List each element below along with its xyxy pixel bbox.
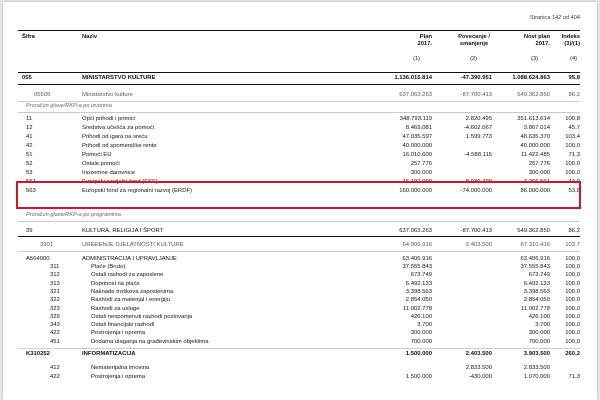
activity1-item-name: Ostali financijski rashodi bbox=[91, 322, 155, 329]
activity1-item-plan: 2.854.050 bbox=[405, 297, 432, 304]
activity1-new: 63.406.916 bbox=[520, 256, 550, 262]
source-name: Europski fond za regionalni razvoj (ERDF) bbox=[82, 188, 193, 194]
subministry-new: 549.362.850 bbox=[517, 92, 550, 98]
source-plan: 348.793.119 bbox=[399, 116, 432, 122]
subministry-change: -87.700.413 bbox=[460, 92, 492, 98]
activity1-item-name: Doprinosi na plaće bbox=[91, 280, 140, 287]
activity1-item-plan: 11.002.778 bbox=[402, 305, 432, 312]
department-change: 2.403.500 bbox=[465, 242, 492, 248]
ministry-plan: 1.136.015.814 bbox=[394, 75, 432, 81]
activity1-item-name: Naknade troškova zaposlenima bbox=[91, 288, 174, 295]
subministry-divider bbox=[18, 101, 580, 102]
activity1-item-index: 100,0 bbox=[565, 338, 580, 345]
activity1-item-plan: 700.000 bbox=[410, 338, 432, 345]
source-new: 3.867.014 bbox=[523, 125, 550, 131]
activity2-item-index: 71,3 bbox=[568, 374, 580, 380]
source-new: 86.000.000 bbox=[520, 188, 550, 194]
header-novi-plan-line1: Novi plan bbox=[523, 34, 550, 40]
activity1-item-index: 100,0 bbox=[565, 280, 580, 287]
program-divider bbox=[18, 236, 580, 237]
ministry-new: 1.088.624.863 bbox=[512, 75, 550, 81]
header-naziv: Naziv bbox=[82, 34, 98, 40]
source-new: 257.776 bbox=[528, 161, 550, 167]
activity2-code: K310252 bbox=[26, 351, 50, 357]
source-name: Opći prihodi i primici bbox=[82, 116, 136, 122]
activity1-item-new: 3.398.563 bbox=[523, 288, 550, 295]
section-programs-title bbox=[18, 212, 580, 222]
activity1-item-plan: 426.100 bbox=[410, 313, 432, 320]
activity1-item-plan: 673.749 bbox=[410, 272, 432, 279]
source-new: 48.635.370 bbox=[520, 134, 550, 140]
source-plan: 47.035.597 bbox=[402, 134, 432, 140]
subministry-code: 05505 bbox=[34, 92, 51, 98]
activity1-item-name: Ostali rashodi za zaposlene bbox=[91, 272, 164, 279]
activity1-item-code: 312 bbox=[50, 272, 60, 279]
activity1-item-new: 300.000 bbox=[528, 330, 550, 337]
col-number-2: (2) bbox=[470, 56, 477, 62]
activity1-item-name: Postrojenja i oprema bbox=[91, 330, 146, 337]
activity2-item-change: -430.000 bbox=[468, 374, 492, 380]
source-plan: 40.000.000 bbox=[402, 143, 432, 149]
activity1-item-index: 100,0 bbox=[565, 330, 580, 337]
source-index: 100,0 bbox=[565, 170, 580, 176]
activity1-item-plan: 3.700 bbox=[417, 322, 432, 329]
ministry-index: 95,8 bbox=[568, 75, 580, 81]
source-name: Prihodi od igara na sreću bbox=[82, 134, 148, 140]
source-code: 42 bbox=[26, 143, 33, 149]
activity1-item-new: 37.555.843 bbox=[520, 264, 550, 270]
page-number: Stranica 142 od 404 bbox=[529, 15, 580, 21]
ministry-code: 055 bbox=[22, 75, 32, 81]
activity1-item-name: Rashodi za materijal i energiju bbox=[91, 297, 170, 304]
source-plan: 160.000.000 bbox=[399, 188, 432, 194]
activity1-item-name: Rashodi za usluge bbox=[91, 305, 140, 312]
subministry-plan: 637.063.263 bbox=[399, 92, 432, 98]
program-change: -87.700.413 bbox=[460, 228, 492, 234]
header-plan-line1: Plan bbox=[419, 34, 432, 40]
program-name: KULTURA, RELIGIJA I ŠPORT bbox=[82, 228, 164, 234]
ministry-divider bbox=[18, 84, 580, 85]
activity1-item-code: 451 bbox=[50, 338, 60, 345]
header-indeks-line1: Indeks bbox=[561, 34, 580, 40]
activity1-item-code: 343 bbox=[50, 322, 60, 329]
source-code: 51 bbox=[26, 152, 33, 158]
activity1-item-new: 700.000 bbox=[528, 338, 550, 345]
source-code: 12 bbox=[26, 125, 33, 131]
activity1-item-code: 311 bbox=[50, 264, 60, 270]
activity2-item-change: 2.833.500 bbox=[465, 365, 492, 371]
source-index: 100,0 bbox=[565, 161, 580, 167]
department-new: 67.310.416 bbox=[520, 242, 550, 248]
source-change: -4.588.115 bbox=[464, 152, 492, 158]
program-new: 549.362.850 bbox=[517, 228, 550, 234]
source-new: 40.000.000 bbox=[520, 143, 550, 149]
activity2-item-plan: 1.500.000 bbox=[405, 374, 432, 380]
source-code: 52 bbox=[26, 161, 33, 167]
activity2-index: 260,2 bbox=[565, 351, 580, 357]
activity1-item-name: Dodatna ulaganja na građevinskim objektima bbox=[91, 338, 209, 345]
activity2-item-new: 1.070.000 bbox=[523, 374, 550, 380]
activity1-item-new: 11.002.778 bbox=[520, 305, 550, 312]
header-povecanje-line1: Povećanje / bbox=[458, 34, 490, 40]
subministry-name: Ministarstvo kulture bbox=[82, 92, 133, 98]
header-indeks bbox=[562, 34, 580, 48]
source-plan: 16.197.090 bbox=[402, 179, 432, 185]
section-programs-label: Proračun glave/RKP-a po programima bbox=[26, 212, 121, 218]
source-name: Ostale pomoći bbox=[82, 161, 120, 167]
activity1-item-plan: 37.555.843 bbox=[402, 264, 432, 270]
activity1-item-new: 426.100 bbox=[528, 313, 550, 320]
activity1-divider bbox=[18, 348, 580, 349]
activity1-code: A564000 bbox=[26, 256, 50, 262]
activity1-item-code: 322 bbox=[50, 297, 60, 304]
source-new: 351.613.614 bbox=[517, 116, 550, 122]
activity2-name: INFORMATIZACIJA bbox=[82, 351, 136, 357]
section-sources-title bbox=[18, 103, 580, 113]
activity1-item-index: 100,0 bbox=[565, 322, 580, 329]
activity2-change: 2.403.500 bbox=[465, 351, 492, 357]
activity1-item-name: Plaće (Bruto) bbox=[91, 264, 126, 270]
activity2-item-code: 412 bbox=[50, 365, 60, 371]
department-index: 103,7 bbox=[565, 242, 580, 248]
source-name: Prihodi od spomeničke rente bbox=[82, 143, 157, 149]
header-plan-line2: 2017. bbox=[417, 41, 432, 47]
activity1-item-code: 422 bbox=[50, 330, 60, 337]
header-novi-plan bbox=[524, 34, 550, 48]
activity1-item-code: 329 bbox=[50, 313, 60, 320]
activity2-item-name: Postrojenja i oprema bbox=[91, 374, 146, 380]
activity2-plan: 1.500.000 bbox=[405, 351, 432, 357]
source-name: Pomoći EU bbox=[82, 152, 112, 158]
activity1-item-plan: 6.492.133 bbox=[405, 280, 432, 287]
activity1-item-plan: 3.398.563 bbox=[405, 288, 432, 295]
activity1-index: 100,0 bbox=[565, 256, 580, 262]
ministry-change: -47.390.951 bbox=[460, 75, 492, 81]
source-plan: 16.010.600 bbox=[402, 152, 432, 158]
activity1-item-new: 6.492.133 bbox=[523, 280, 550, 287]
activity1-item-new: 3.700 bbox=[535, 322, 550, 329]
source-name: Europski socijalni fond (ESF) bbox=[82, 179, 158, 185]
department-code: 3901 bbox=[40, 242, 54, 248]
activity1-item-index: 100,0 bbox=[565, 313, 580, 320]
department-plan: 64.906.916 bbox=[402, 242, 432, 248]
activity1-item-name: Ostali nespomenuti rashodi poslovanja bbox=[91, 313, 193, 320]
source-code: 11 bbox=[26, 116, 33, 122]
header-indeks-line2: (3)/(1) bbox=[564, 41, 580, 47]
header-plan bbox=[417, 34, 432, 48]
program-code: 39 bbox=[26, 228, 33, 234]
activity1-item-plan: 300.000 bbox=[410, 330, 432, 337]
subministry-index: 86,2 bbox=[568, 92, 580, 98]
source-index: 103,4 bbox=[565, 134, 580, 140]
source-plan: 257.776 bbox=[410, 161, 432, 167]
source-name: Sredstva učešća za pomoći bbox=[82, 125, 155, 131]
source-code: 563 bbox=[26, 188, 36, 194]
source-code: 41 bbox=[26, 134, 33, 140]
source-change: 2.820.495 bbox=[465, 116, 492, 122]
activity1-item-code: 323 bbox=[50, 305, 60, 312]
activity1-item-index: 100,0 bbox=[565, 288, 580, 295]
activity1-item-new: 2.854.050 bbox=[523, 297, 550, 304]
activity1-item-index: 100,0 bbox=[565, 264, 580, 270]
ministry-name: MINISTARSTVO KULTURE bbox=[82, 75, 156, 81]
activity1-item-index: 100,0 bbox=[565, 305, 580, 312]
source-change: -74.000.000 bbox=[460, 188, 492, 194]
source-change: 1.599.773 bbox=[465, 134, 492, 140]
source-plan: 8.469.081 bbox=[405, 125, 432, 131]
highlight-box bbox=[16, 181, 581, 209]
department-divider bbox=[18, 251, 580, 252]
source-code: 561 bbox=[26, 179, 36, 185]
source-index: 100,0 bbox=[565, 143, 580, 149]
source-change: -8.930.499 bbox=[463, 179, 492, 185]
department-name: UREĐENJE DJELATNOSTI KULTURE bbox=[82, 242, 184, 248]
activity1-item-code: 321 bbox=[50, 288, 60, 295]
header-novi-plan-line2: 2017. bbox=[535, 41, 550, 47]
activity2-item-new: 2.833.500 bbox=[523, 365, 550, 371]
source-index: 44,9 bbox=[568, 179, 580, 185]
activity2-new: 3.903.500 bbox=[523, 351, 550, 357]
source-change: -4.602.067 bbox=[463, 125, 492, 131]
program-index: 86,2 bbox=[568, 228, 580, 234]
source-index: 71,3 bbox=[568, 152, 580, 158]
source-new: 11.422.485 bbox=[520, 152, 550, 158]
source-new: 300.000 bbox=[528, 170, 550, 176]
col-number-3: (3) bbox=[531, 56, 538, 62]
source-new: 7.266.591 bbox=[523, 179, 550, 185]
source-code: 53 bbox=[26, 170, 33, 176]
header-povecanje-line2: smanjenje bbox=[459, 41, 489, 47]
header-povecanje bbox=[458, 34, 490, 48]
source-index: 45,7 bbox=[568, 125, 580, 131]
activity2-item-name: Nematerijalna imovina bbox=[91, 365, 150, 371]
activity1-item-index: 100,0 bbox=[565, 272, 580, 279]
col-number-1: (1) bbox=[413, 56, 420, 62]
source-name: Inozemne darovnice bbox=[82, 170, 136, 176]
activity1-name: ADMINISTRACIJA I UPRAVLJANJE bbox=[82, 256, 177, 262]
source-index: 100,8 bbox=[565, 116, 580, 122]
source-index: 53,8 bbox=[568, 188, 580, 194]
source-plan: 300.000 bbox=[410, 170, 432, 176]
program-plan: 637.063.263 bbox=[399, 228, 432, 234]
activity1-plan: 63.406.916 bbox=[402, 256, 432, 262]
table-header bbox=[18, 30, 580, 73]
activity1-item-index: 100,0 bbox=[565, 297, 580, 304]
activity1-item-code: 313 bbox=[50, 280, 60, 287]
header-sifra: Šifra bbox=[22, 34, 35, 40]
section-sources-label: Proračun glave/RKP-a po izvorima bbox=[26, 103, 112, 109]
col-number-4: (4) bbox=[570, 56, 577, 62]
activity2-item-code: 422 bbox=[50, 374, 60, 380]
activity1-item-new: 673.749 bbox=[528, 272, 550, 279]
